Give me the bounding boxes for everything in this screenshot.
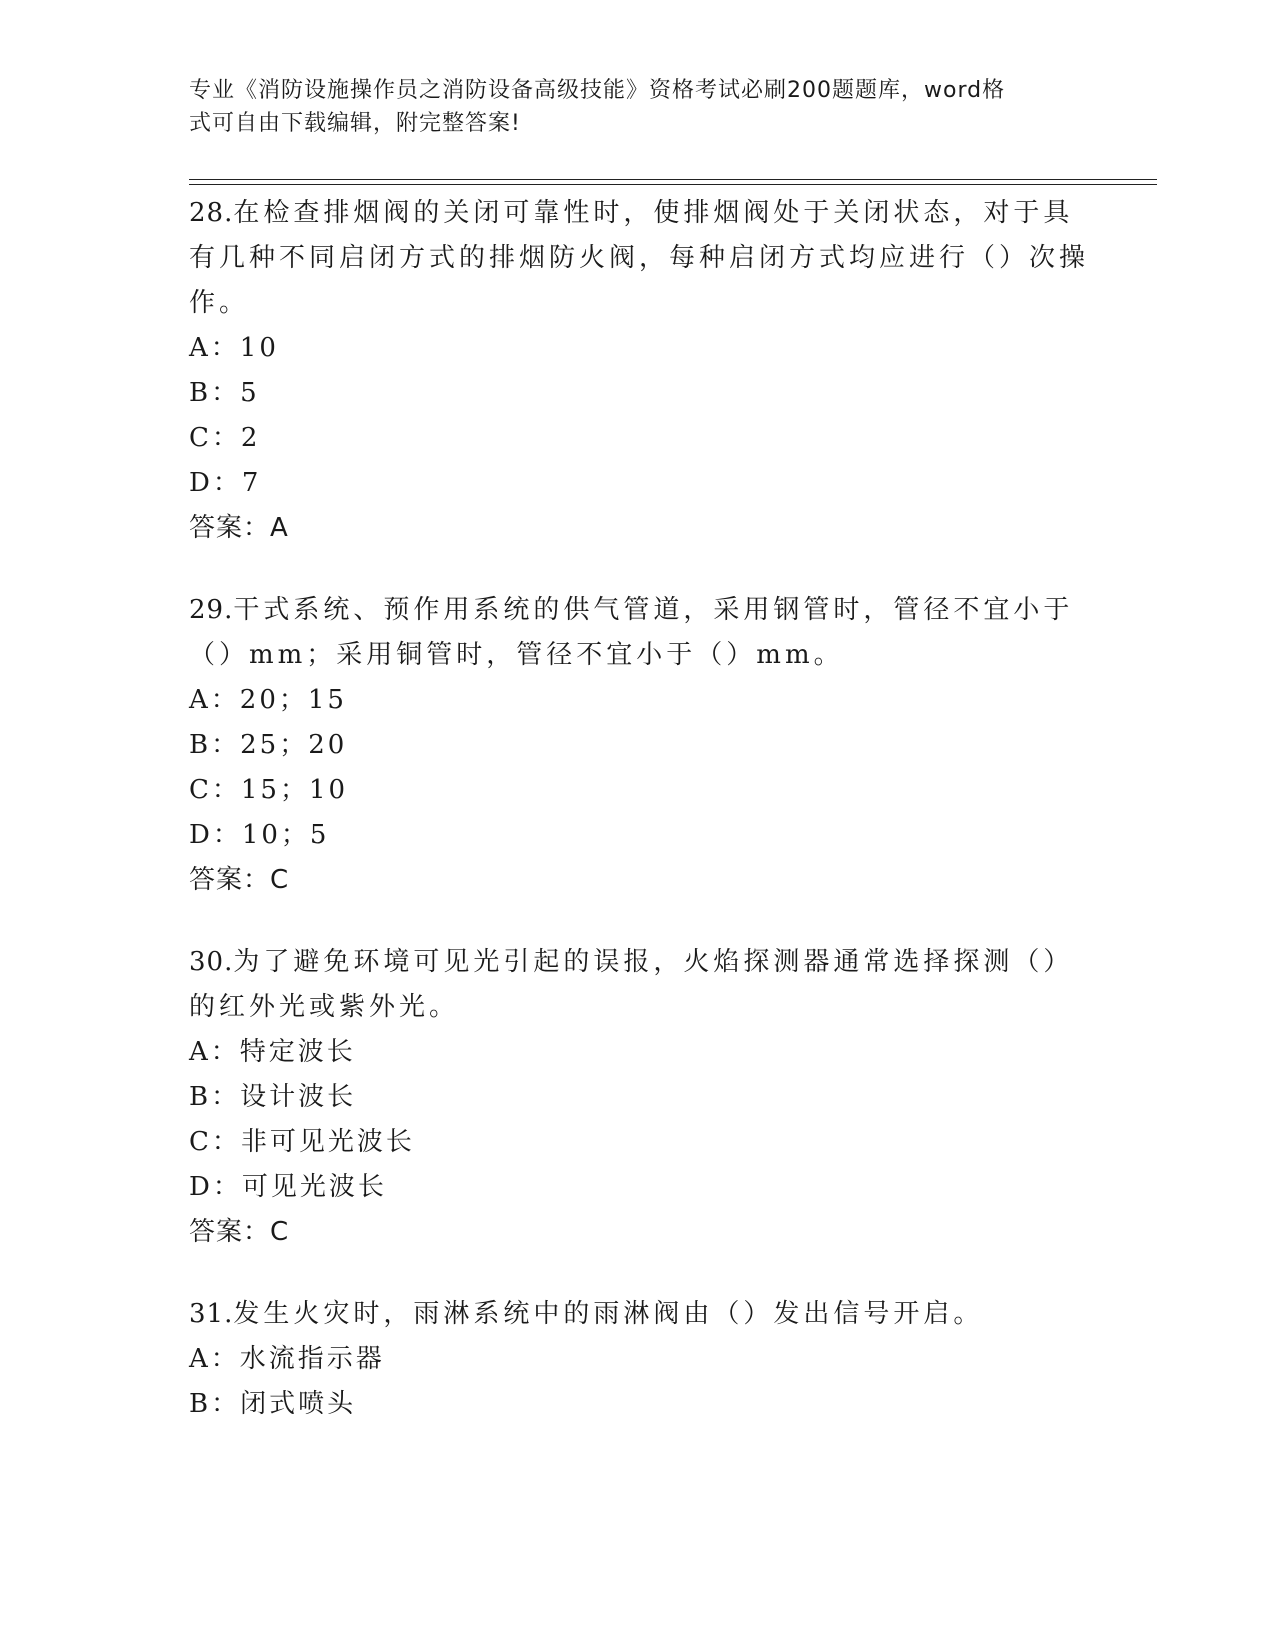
question-text: [189, 1292, 1089, 1337]
option-d: D：7: [189, 468, 262, 498]
question-text: [189, 191, 1089, 326]
option-b: B：闭式喷头: [189, 1389, 357, 1419]
question-list: [189, 191, 1089, 1464]
option-a: A：10: [189, 333, 279, 363]
question-number: 28.: [189, 198, 234, 228]
question-number: 30.: [189, 947, 234, 977]
question-28: [189, 191, 1089, 551]
question-body: 干式系统、预作用系统的供气管道，采用钢管时，管径不宜小于（）mm；采用铜管时，管径不宜小于（）mm。: [189, 595, 1074, 670]
question-text: [189, 940, 1089, 1030]
answer-line: 答案：A: [189, 513, 289, 543]
header-divider-bottom: [189, 184, 1157, 185]
answer-line: 答案：C: [189, 1217, 290, 1247]
header-divider-top: [189, 179, 1157, 180]
option-c: C：2: [189, 423, 261, 453]
option-b: B：设计波长: [189, 1082, 357, 1112]
option-a: A：20；15: [189, 685, 347, 715]
question-body: 在检查排烟阀的关闭可靠性时，使排烟阀处于关闭状态，对于具有几种不同启闭方式的排烟防火阀，每种启闭方式均应进行（）次操作。: [189, 198, 1090, 318]
answer-line: 答案：C: [189, 865, 290, 895]
question-body: 发生火灾时，雨淋系统中的雨淋阀由（）发出信号开启。: [233, 1299, 984, 1329]
option-b: B：25；20: [189, 730, 348, 760]
document-header: [189, 74, 1089, 140]
question-text: [189, 588, 1089, 678]
option-b: B：5: [189, 378, 260, 408]
question-number: 31.: [189, 1299, 234, 1329]
option-d: D：10；5: [189, 820, 330, 850]
option-a: A：特定波长: [189, 1037, 356, 1067]
option-c: C：15；10: [189, 775, 349, 805]
question-31: [189, 1292, 1089, 1427]
question-30: [189, 940, 1089, 1255]
option-a: A：水流指示器: [189, 1344, 385, 1374]
question-body: 为了避免环境可见光引起的误报，火焰探测器通常选择探测（）的红外光或紫外光。: [189, 947, 1074, 1022]
question-number: 29.: [189, 595, 234, 625]
question-29: [189, 588, 1089, 903]
header-title-line2: 式可自由下载编辑，附完整答案!: [189, 111, 521, 136]
option-d: D：可见光波长: [189, 1172, 387, 1202]
header-title-line1: 专业《消防设施操作员之消防设备高级技能》资格考试必刷200题题库，word格: [189, 78, 1006, 103]
option-c: C：非可见光波长: [189, 1127, 415, 1157]
